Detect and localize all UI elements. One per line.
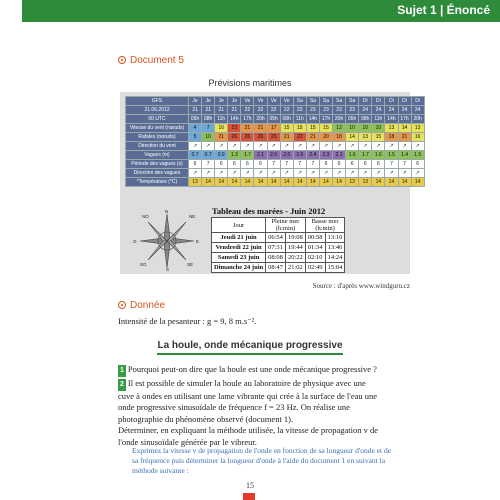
forecast-value-cell: 4	[189, 124, 202, 133]
direction-arrow-icon: ↗	[398, 169, 411, 178]
forecast-value-cell: 1.7	[359, 151, 372, 160]
tides-cell: 00:58	[305, 233, 325, 243]
forecast-header-cell: 17h	[398, 115, 411, 124]
direction-arrow-icon: ↗	[241, 142, 254, 151]
forecast-header-cell: 21	[228, 106, 241, 115]
tides-cell: 02:10	[305, 253, 325, 263]
forecast-header-cell: 08h	[359, 115, 372, 124]
forecast-header-cell: Di	[385, 97, 398, 106]
forecast-header-cell: Sa	[333, 97, 346, 106]
forecast-value-cell: 1.3	[228, 151, 241, 160]
forecast-value-cell: 10	[372, 124, 385, 133]
direction-arrow-icon: ↗	[333, 142, 346, 151]
forecast-header-cell: Je	[202, 97, 215, 106]
forecast-value-cell: 6	[228, 160, 241, 169]
donnee-heading	[118, 300, 165, 311]
forecast-value-cell: 26	[228, 133, 241, 142]
forecast-value-cell: 14	[293, 178, 306, 187]
forecast-value-cell: 13	[385, 124, 398, 133]
forecast-header-cell: Di	[411, 97, 424, 106]
direction-arrow-icon: ↗	[202, 142, 215, 151]
forecast-header-cell: 20h	[254, 115, 267, 124]
forecast-value-cell: 16	[411, 133, 424, 142]
compass-rose-icon	[132, 210, 202, 272]
question-1	[118, 364, 380, 377]
page-number: 15	[246, 481, 254, 490]
forecast-value-cell: 23	[228, 124, 241, 133]
direction-arrow-icon: ↗	[267, 169, 280, 178]
forecast-value-cell: 2.4	[306, 151, 319, 160]
forecast-header-cell: 23	[306, 106, 319, 115]
forecast-row-label: Vitesse du vent (nœuds)	[126, 124, 189, 133]
direction-arrow-icon: ↗	[228, 142, 241, 151]
forecast-value-cell: 1.6	[372, 151, 385, 160]
forecast-header-cell: Ve	[241, 97, 254, 106]
tides-cell: 21:02	[285, 263, 305, 273]
forecast-value-cell: 14	[280, 178, 293, 187]
forecast-value-cell: 14	[333, 178, 346, 187]
question-number-badge: 2	[118, 379, 126, 391]
forecast-header-cell: Ve	[267, 97, 280, 106]
direction-arrow-icon: ↗	[319, 169, 332, 178]
forecast-header-cell: Sa	[293, 97, 306, 106]
forecast-header-cell: Je	[228, 97, 241, 106]
direction-arrow-icon: ↗	[359, 142, 372, 151]
forecast-value-cell: 7	[202, 160, 215, 169]
forecast-value-cell: 14	[228, 178, 241, 187]
forecast-header-cell: 21	[215, 106, 228, 115]
forecast-value-cell: 1.6	[346, 151, 359, 160]
tides-cell: 19:08	[285, 233, 305, 243]
forecast-value-cell: 7	[385, 160, 398, 169]
document5-caption: Prévisions maritimes	[208, 78, 292, 88]
forecast-value-cell: 18	[333, 133, 346, 142]
direction-arrow-icon: ↗	[254, 169, 267, 178]
forecast-value-cell: 0.7	[202, 151, 215, 160]
forecast-value-cell: 1.7	[241, 151, 254, 160]
forecast-header-cell: 11h	[293, 115, 306, 124]
forecast-value-cell: 10	[346, 124, 359, 133]
direction-arrow-icon: ↗	[215, 142, 228, 151]
forecast-value-cell: 14	[346, 133, 359, 142]
forecast-value-cell: 6	[254, 160, 267, 169]
forecast-header-cell: 20h	[411, 115, 424, 124]
forecast-value-cell: 14	[254, 178, 267, 187]
forecast-header-cell: Sa	[319, 97, 332, 106]
direction-arrow-icon: ↗	[267, 142, 280, 151]
forecast-value-cell: 6	[319, 160, 332, 169]
table-row	[212, 233, 345, 243]
forecast-header-cell: 14h	[385, 115, 398, 124]
forecast-value-cell: 13	[189, 178, 202, 187]
forecast-value-cell: 26	[241, 133, 254, 142]
direction-arrow-icon: ↗	[333, 169, 346, 178]
direction-arrow-icon: ↗	[346, 169, 359, 178]
tides-cell: 20:22	[285, 253, 305, 263]
forecast-value-cell: 6	[333, 160, 346, 169]
forecast-value-cell: 10	[202, 133, 215, 142]
page-header	[0, 0, 500, 22]
forecast-header-cell: Sa	[346, 97, 359, 106]
forecast-value-cell: 2.6	[280, 151, 293, 160]
forecast-value-cell: 5	[189, 133, 202, 142]
tides-header-cell: Jour	[212, 218, 266, 233]
forecast-value-cell: 21	[215, 133, 228, 142]
forecast-header-cell: 14h	[306, 115, 319, 124]
forecast-value-cell: 6	[372, 160, 385, 169]
forecast-header-cell: 22	[280, 106, 293, 115]
forecast-row-label: Période des vagues (s)	[126, 160, 189, 169]
forecast-value-cell: 1.5	[385, 151, 398, 160]
forecast-header-label: 00 UTC	[126, 115, 189, 124]
forecast-row-label: Vagues (m)	[126, 151, 189, 160]
forecast-header-cell: Di	[398, 97, 411, 106]
direction-arrow-icon: ↗	[280, 142, 293, 151]
tides-cell: 19:44	[285, 243, 305, 253]
tides-cell: Dimanche 24 juin	[212, 263, 266, 273]
forecast-value-cell: 21	[254, 124, 267, 133]
forecast-value-cell: 6	[411, 160, 424, 169]
forecast-header-cell: 23	[319, 106, 332, 115]
tides-cell: 13:10	[325, 233, 345, 243]
forecast-header-cell: 05h	[346, 115, 359, 124]
forecast-header-cell: Je	[189, 97, 202, 106]
forecast-header-cell: Ve	[280, 97, 293, 106]
forecast-header-cell: 24	[385, 106, 398, 115]
forecast-value-cell: 14	[215, 178, 228, 187]
compass-label: N	[165, 210, 169, 214]
compass-label: S	[166, 267, 170, 272]
direction-arrow-icon: ↗	[385, 169, 398, 178]
tides-cell: 01:34	[305, 243, 325, 253]
forecast-value-cell: 2.6	[267, 151, 280, 160]
direction-arrow-icon: ↗	[293, 142, 306, 151]
forecast-value-cell: 21	[398, 133, 411, 142]
header-label: Sujet 1 | Énoncé	[397, 3, 490, 17]
forecast-row-label: Rafales (nœuds)	[126, 133, 189, 142]
direction-arrow-icon: ↗	[411, 142, 424, 151]
direction-arrow-icon: ↗	[385, 142, 398, 151]
compass-label: SO	[140, 262, 147, 267]
forecast-value-cell: 17	[267, 124, 280, 133]
forecast-header-cell: Je	[215, 97, 228, 106]
tides-cell: Vendredi 22 juin	[212, 243, 266, 253]
table-row	[212, 263, 345, 273]
forecast-value-cell: 6	[241, 160, 254, 169]
tides-title: Tableau des marées - Juin 2012	[212, 206, 326, 216]
table-row	[212, 253, 345, 263]
forecast-value-cell: 14	[398, 124, 411, 133]
question-2	[118, 378, 380, 448]
forecast-value-cell: 15	[293, 124, 306, 133]
tides-header-cell: Pleine mer (h:min)	[266, 218, 306, 233]
forecast-value-cell: 16	[215, 124, 228, 133]
compass-label: O	[133, 239, 137, 244]
direction-arrow-icon: ↗	[306, 169, 319, 178]
question-number-badge: 1	[118, 365, 126, 377]
forecast-value-cell: 7	[202, 124, 215, 133]
forecast-value-cell: 13	[411, 124, 424, 133]
forecast-value-cell: 14	[372, 178, 385, 187]
tides-cell: 13:46	[325, 243, 345, 253]
donnee-text: Intensité de la pesanteur : g = 9, 8 m.s⁻².	[118, 316, 257, 326]
forecast-header-cell: 21	[189, 106, 202, 115]
method-hint: Exprimez la vitesse v de propagation de l'onde en fonction de sa longueur d'onde et de sa fréquence puis déterminer la longueur d'onde à l'aide du document 1 en suivant la méthode suivante :	[132, 446, 392, 475]
section-bullet-icon	[118, 301, 126, 309]
forecast-header-label: 21.06.2012	[126, 106, 189, 115]
document5-heading	[118, 55, 184, 66]
section-heading	[0, 340, 500, 351]
direction-arrow-icon: ↗	[241, 169, 254, 178]
forecast-header-cell: 08h	[280, 115, 293, 124]
forecast-row-label: *Température (°C)	[126, 178, 189, 187]
direction-arrow-icon: ↗	[189, 142, 202, 151]
forecast-header-cell: 17h	[241, 115, 254, 124]
question-text: Pourquoi peut-on dire que la houle est une onde mécanique progressive ?	[127, 364, 377, 374]
forecast-header-cell: 24	[372, 106, 385, 115]
direction-arrow-icon: ↗	[228, 169, 241, 178]
tides-cell: 02:49	[305, 263, 325, 273]
forecast-value-cell: 20	[319, 133, 332, 142]
forecast-value-cell: 14	[202, 178, 215, 187]
forecast-value-cell: 7	[306, 160, 319, 169]
forecast-value-cell: 1.4	[398, 151, 411, 160]
forecast-value-cell: 15	[319, 124, 332, 133]
forecast-header-cell: 11h	[215, 115, 228, 124]
forecast-header-cell: 24	[411, 106, 424, 115]
tides-header-cell: Basse mer (h:min)	[305, 218, 345, 233]
forecast-value-cell: 21	[241, 124, 254, 133]
forecast-value-cell: 7	[280, 160, 293, 169]
forecast-header-cell: 14h	[228, 115, 241, 124]
forecast-value-cell: 14	[306, 178, 319, 187]
forecast-value-cell: 21	[306, 133, 319, 142]
forecast-value-cell: 7	[293, 160, 306, 169]
forecast-header-cell: 23	[346, 106, 359, 115]
forecast-row-label: Direction du vent	[126, 142, 189, 151]
forecast-value-cell: 6	[189, 160, 202, 169]
section-bullet-icon	[118, 56, 126, 64]
forecast-value-cell: 13	[359, 178, 372, 187]
forecast-value-cell: 0.9	[215, 151, 228, 160]
direction-arrow-icon: ↗	[215, 169, 228, 178]
section-title: La houle, onde mécanique progressive	[157, 340, 342, 355]
forecast-value-cell: 7	[267, 160, 280, 169]
direction-arrow-icon: ↗	[293, 169, 306, 178]
donnee-title: Donnée	[130, 300, 166, 311]
document5-title: Document 5	[130, 55, 184, 66]
question-text-continued: Déterminer, en expliquant la méthode utilisée, la vitesse de propagation v de l'onde sinusoïdale générée par le vibreur.	[118, 425, 379, 447]
forecast-value-cell: 12	[333, 124, 346, 133]
forecast-header-cell: 20h	[333, 115, 346, 124]
forecast-value-cell: 6	[346, 160, 359, 169]
direction-arrow-icon: ↗	[254, 142, 267, 151]
forecast-table	[125, 96, 425, 187]
forecast-value-cell: 2.1	[333, 151, 346, 160]
forecast-header-cell: 17h	[319, 115, 332, 124]
forecast-header-cell: 21	[202, 106, 215, 115]
forecast-header-cell: 22	[241, 106, 254, 115]
forecast-header-cell: 05h	[267, 115, 280, 124]
compass-label: SE	[187, 262, 194, 267]
forecast-header-cell: Ve	[254, 97, 267, 106]
direction-arrow-icon: ↗	[189, 169, 202, 178]
direction-arrow-icon: ↗	[372, 142, 385, 151]
compass-label: E	[196, 239, 200, 244]
forecast-header-cell: 22	[267, 106, 280, 115]
forecast-row-label: Direction des vagues	[126, 169, 189, 178]
forecast-value-cell: 23	[267, 133, 280, 142]
forecast-value-cell: 14	[411, 178, 424, 187]
forecast-value-cell: 13	[359, 133, 372, 142]
tides-cell: 06:54	[266, 233, 286, 243]
forecast-header-cell: 08h	[202, 115, 215, 124]
forecast-value-cell: 14	[241, 178, 254, 187]
forecast-value-cell: 2.3	[319, 151, 332, 160]
forecast-value-cell: 13	[346, 178, 359, 187]
forecast-header-cell: 23	[293, 106, 306, 115]
forecast-header-cell: 05h	[189, 115, 202, 124]
page-marker	[243, 493, 255, 500]
tides-cell: Samedi 23 juin	[212, 253, 266, 263]
forecast-header-cell: 24	[398, 106, 411, 115]
direction-arrow-icon: ↗	[346, 142, 359, 151]
forecast-value-cell: 14	[319, 178, 332, 187]
direction-arrow-icon: ↗	[202, 169, 215, 178]
direction-arrow-icon: ↗	[398, 142, 411, 151]
question-text: Il est possible de simuler la houle au laboratoire de physique avec une cuve à ondes en utilisant une lame vibrante qui crée à la surface de l'eau une onde progressive sinusoïdale de fréquence f = 23 Hz. On réalise une photographie du phénomène observé (document 1).	[118, 378, 378, 424]
forecast-value-cell: 1.5	[411, 151, 424, 160]
compass-label: NE	[189, 214, 196, 219]
forecast-value-cell: 6	[359, 160, 372, 169]
forecast-header-cell: 23	[333, 106, 346, 115]
table-row	[212, 243, 345, 253]
forecast-header-cell: Sa	[306, 97, 319, 106]
direction-arrow-icon: ↗	[411, 169, 424, 178]
tides-cell: 15:04	[325, 263, 345, 273]
tides-table	[211, 217, 345, 273]
forecast-value-cell: 10	[359, 124, 372, 133]
forecast-value-cell: 6	[215, 160, 228, 169]
forecast-header-cell: Di	[359, 97, 372, 106]
forecast-header-cell: 24	[359, 106, 372, 115]
tides-cell: 08:08	[266, 253, 286, 263]
forecast-value-cell: 14	[385, 178, 398, 187]
forecast-value-cell: 26	[254, 133, 267, 142]
tides-cell: 07:31	[266, 243, 286, 253]
tides-cell: Jeudi 21 juin	[212, 233, 266, 243]
tides-cell: 08:47	[266, 263, 286, 273]
forecast-value-cell: 7	[398, 160, 411, 169]
forecast-value-cell: 15	[306, 124, 319, 133]
direction-arrow-icon: ↗	[319, 142, 332, 151]
forecast-value-cell: 15	[372, 133, 385, 142]
forecast-header-cell: Di	[372, 97, 385, 106]
source-note: Source : d'après www.windguru.cz	[312, 282, 410, 290]
forecast-header-cell: 22	[254, 106, 267, 115]
tides-cell: 14:24	[325, 253, 345, 263]
direction-arrow-icon: ↗	[280, 169, 293, 178]
forecast-value-cell: 22	[293, 133, 306, 142]
direction-arrow-icon: ↗	[306, 142, 319, 151]
compass-label: NO	[142, 214, 149, 219]
direction-arrow-icon: ↗	[372, 169, 385, 178]
forecast-value-cell: 0.7	[189, 151, 202, 160]
forecast-header-label: GFS	[126, 97, 189, 106]
forecast-header-cell: 11h	[372, 115, 385, 124]
forecast-value-cell: 14	[267, 178, 280, 187]
forecast-value-cell: 21	[280, 133, 293, 142]
forecast-value-cell: 15	[280, 124, 293, 133]
forecast-value-cell: 18	[385, 133, 398, 142]
forecast-value-cell: 14	[398, 178, 411, 187]
forecast-value-cell: 2.1	[254, 151, 267, 160]
forecast-value-cell: 2.6	[293, 151, 306, 160]
direction-arrow-icon: ↗	[359, 169, 372, 178]
